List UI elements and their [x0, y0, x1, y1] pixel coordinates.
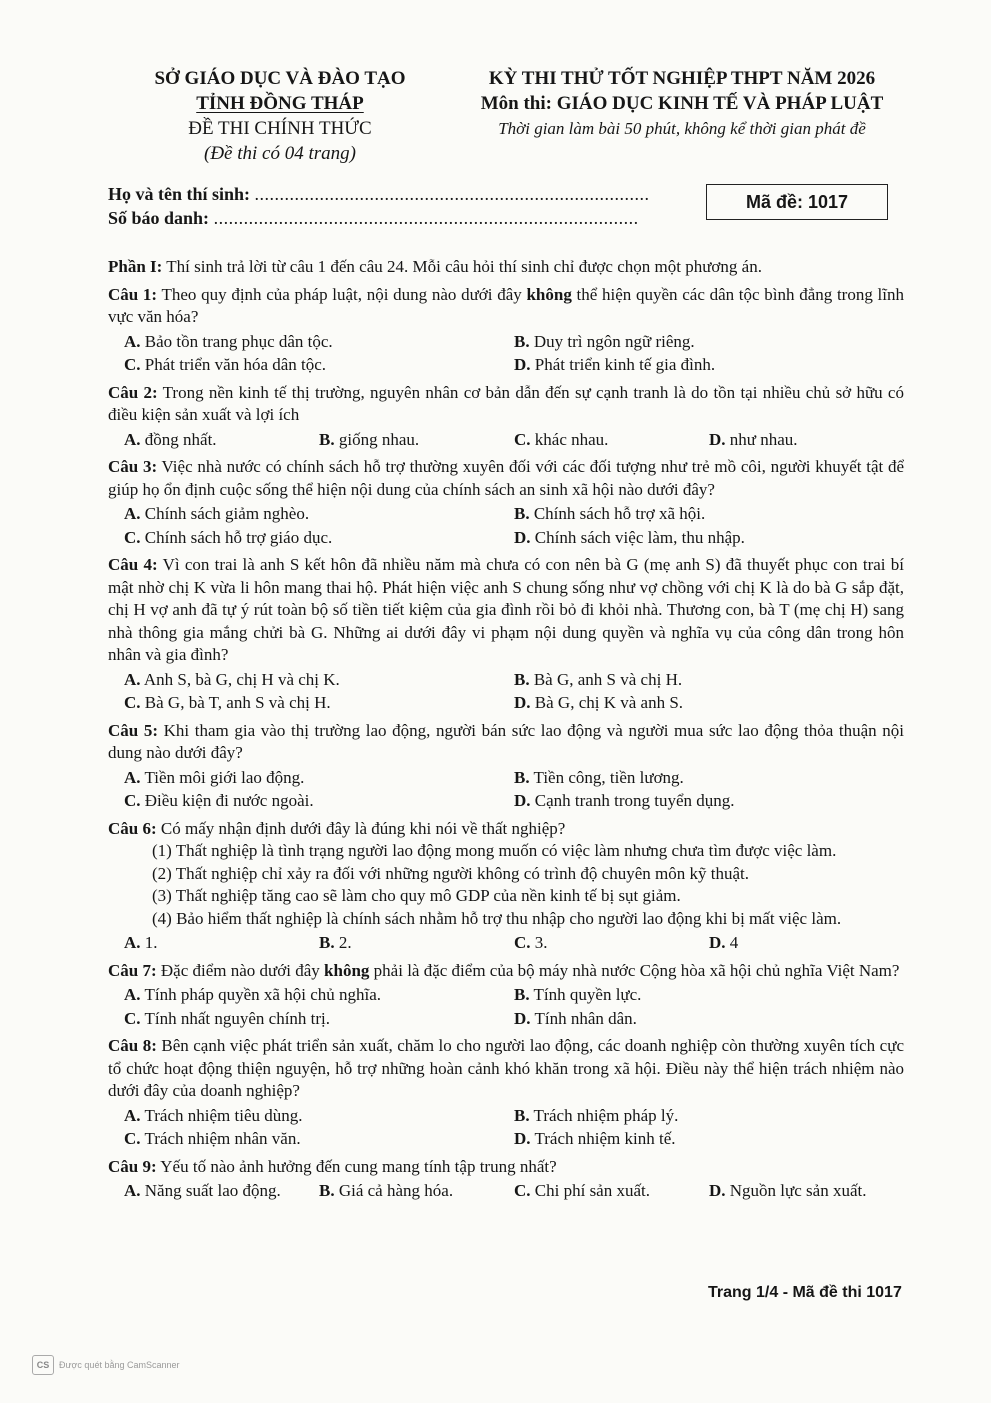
header-exam-info: [462, 66, 902, 141]
question-stem: Có mấy nhận định dưới đây là đúng khi nói về thất nghiệp?: [156, 818, 566, 838]
option-d[interactable]: D. Bà G, chị K và anh S.: [514, 693, 684, 712]
question-label: Câu 4:: [108, 555, 158, 574]
option-c[interactable]: C. khác nhau.: [514, 429, 609, 449]
option-d[interactable]: D. như nhau.: [709, 429, 798, 449]
camscanner-logo-icon: CS: [32, 1355, 54, 1375]
option-b[interactable]: B. Tính quyền lực.: [514, 985, 642, 1004]
answer-options: [108, 429, 904, 452]
question-stem: Bên cạnh việc phát triển sản xuất, chăm lo cho người lao động, các doanh nghiệp còn thường xuyên tích cực tổ chức hoạt động thiện nguyện, hỗ trợ những hoàn cảnh khó khăn trong xã hội. Điều này thể hiện trách nhiệm nào dưới đây của doanh nghiệp?: [108, 1036, 904, 1100]
question-9: [108, 1156, 904, 1203]
question-6: [108, 818, 904, 955]
option-a[interactable]: A. Chính sách giảm nghèo.: [124, 504, 310, 523]
province-name: TỈNH ĐỒNG THÁP: [196, 93, 364, 114]
question-1: [108, 284, 904, 377]
answer-options: [108, 984, 904, 1030]
option-b[interactable]: B. 2.: [319, 933, 352, 952]
option-d[interactable]: D. Trách nhiệm kinh tế.: [514, 1129, 676, 1148]
exam-subject: Môn thi: GIÁO DỤC KINH TẾ VÀ PHÁP LUẬT: [480, 93, 884, 114]
option-b[interactable]: B. giống nhau.: [319, 429, 420, 449]
option-c[interactable]: C. 3.: [514, 933, 548, 952]
question-label: Câu 6:: [108, 818, 157, 838]
option-a[interactable]: A. Tính pháp quyền xã hội chủ nghĩa.: [124, 985, 382, 1004]
answer-options: [108, 767, 904, 813]
option-b[interactable]: B. Duy trì ngôn ngữ riêng.: [514, 331, 695, 351]
scanner-text: Được quét bằng CamScanner: [59, 1360, 180, 1370]
part-label: Phần I:: [108, 257, 163, 276]
question-label: Câu 2:: [108, 382, 158, 402]
question-label: Câu 1:: [108, 284, 158, 304]
question-label: Câu 5:: [108, 720, 159, 740]
option-d[interactable]: D. Cạnh tranh trong tuyển dụng.: [514, 791, 735, 810]
question-stem: Khi tham gia vào thị trường lao động, người bán sức lao động và người mua sức lao động thỏa thuận nội dung nào dưới đây?: [108, 720, 904, 762]
statement-2: (2) Thất nghiệp chỉ xảy ra đối với những người không có trình độ chuyên môn kỹ thuật.: [152, 863, 749, 883]
answer-options: [108, 331, 904, 377]
question-2: [108, 382, 904, 452]
answer-options: [108, 1105, 904, 1151]
question-label: Câu 9:: [108, 1156, 157, 1176]
option-b[interactable]: B. Trách nhiệm pháp lý.: [514, 1105, 679, 1125]
page-count-note: (Đề thi có 04 trang): [204, 143, 356, 164]
option-a[interactable]: A. Năng suất lao động.: [124, 1181, 281, 1200]
question-stem: phải là đặc điểm của bộ máy nhà nước Cộng hòa xã hội chủ nghĩa Việt Nam?: [369, 960, 900, 980]
option-c[interactable]: C. Chính sách hỗ trợ giáo dục.: [124, 527, 333, 547]
question-label: Câu 3:: [108, 457, 158, 476]
question-label: Câu 7:: [108, 960, 157, 980]
candidate-name-label: Họ và tên thí sinh:: [108, 184, 251, 204]
option-c[interactable]: C. Điều kiện đi nước ngoài.: [124, 791, 314, 810]
question-stem: Trong nền kinh tế thị trường, nguyên nhân cơ bản dẫn đến sự cạnh tranh là do tồn tại nhiều chủ sở hữu có điều kiện sản xuất và lợi ích: [108, 382, 904, 424]
official-exam-label: ĐỀ THI CHÍNH THỨC: [188, 118, 372, 139]
option-d[interactable]: D. 4: [709, 933, 739, 952]
option-d[interactable]: D. Phát triển kinh tế gia đình.: [514, 355, 716, 374]
exam-duration: Thời gian làm bài 50 phút, không kể thời gian phát đề: [498, 119, 866, 138]
statement-3: (3) Thất nghiệp tăng cao sẽ làm cho quy mô GDP của nền kinh tế bị sụt giảm.: [152, 886, 681, 905]
answer-options: [108, 669, 904, 715]
option-b[interactable]: B. Tiền công, tiền lương.: [514, 767, 684, 787]
scanner-watermark: [32, 1355, 180, 1375]
option-a[interactable]: A. đồng nhất.: [124, 429, 217, 449]
question-stem: Theo quy định của pháp luật, nội dung nào dưới đây: [157, 284, 527, 304]
option-d[interactable]: D. Chính sách việc làm, thu nhập.: [514, 527, 745, 547]
question-7: [108, 960, 904, 1031]
option-b[interactable]: B. Giá cả hàng hóa.: [319, 1181, 454, 1200]
option-a[interactable]: A. Tiền môi giới lao động.: [124, 767, 305, 787]
question-stem: thể hiện quyền các dân tộc bình đẳng trong lĩnh vực văn hóa?: [108, 284, 904, 326]
question-list: [108, 256, 904, 1203]
question-emphasis: không: [324, 960, 370, 980]
question-stem: Yếu tố nào ảnh hưởng đến cung mang tính tập trung nhất?: [156, 1156, 557, 1176]
option-d[interactable]: D. Tính nhân dân.: [514, 1008, 637, 1028]
question-4: [108, 554, 904, 715]
part-text: Thí sinh trả lời từ câu 1 đến câu 24. Mỗi câu hỏi thí sinh chỉ được chọn một phương án.: [162, 257, 762, 276]
option-c[interactable]: C. Chi phí sản xuất.: [514, 1181, 650, 1200]
header-department: [120, 66, 440, 166]
exam-title: KỲ THI THỬ TỐT NGHIỆP THPT NĂM 2026: [488, 68, 876, 89]
answer-options: [108, 1180, 904, 1203]
statement-1: (1) Thất nghiệp là tình trạng người lao động mong muốn có việc làm nhưng chưa tìm được việc làm.: [152, 841, 837, 860]
question-stem: Vì con trai là anh S kết hôn đã nhiều năm mà chưa có con nên bà G (mẹ anh S) đã thuyết phục con trai bí mật nhờ chị K vừa li hôn mang thai hộ. Phát hiện việc anh S chung sống như vợ chồng với chị K là do bà G sắp đặt, chị H vợ anh đã tự ý rút toàn bộ số tiền tiết kiệm của gia đình rồi bỏ đi khỏi nhà. Thương con, bà T (mẹ chị H) sang nhà thông gia mắng chửi bà G. Những ai dưới đây vi phạm nội dung quyền và nghĩa vụ của công dân trong hôn nhân và gia đình?: [108, 555, 904, 664]
option-c[interactable]: C. Phát triển văn hóa dân tộc.: [124, 355, 327, 374]
answer-options: [108, 503, 904, 549]
candidate-name-line: [108, 184, 650, 205]
option-a[interactable]: A. 1.: [124, 933, 158, 952]
candidate-id-label: Số báo danh:: [108, 208, 210, 228]
statement-4: (4) Bảo hiểm thất nghiệp là chính sách nhằm hỗ trợ thu nhập cho người lao động khi bị mất việc làm.: [152, 908, 842, 928]
question-label: Câu 8:: [108, 1036, 157, 1055]
question-stem: Đặc điểm nào dưới đây: [156, 960, 325, 980]
candidate-id-line: [108, 208, 639, 229]
option-c[interactable]: C. Tính nhất nguyên chính trị.: [124, 1008, 331, 1028]
department-name: SỞ GIÁO DỤC VÀ ĐÀO TẠO: [154, 68, 406, 89]
question-3: [108, 456, 904, 549]
option-a[interactable]: A. Anh S, bà G, chị H và chị K.: [124, 669, 340, 689]
option-c[interactable]: C. Bà G, bà T, anh S và chị H.: [124, 693, 331, 712]
part-instruction: [108, 256, 904, 279]
option-b[interactable]: B. Chính sách hỗ trợ xã hội.: [514, 504, 706, 523]
question-emphasis: không: [526, 284, 572, 304]
option-b[interactable]: B. Bà G, anh S và chị H.: [514, 669, 683, 689]
question-8: [108, 1035, 904, 1151]
question-5: [108, 720, 904, 813]
candidate-id-field[interactable]: .....................................................................................: [213, 208, 639, 228]
option-c[interactable]: C. Trách nhiệm nhân văn.: [124, 1129, 301, 1148]
option-d[interactable]: D. Nguồn lực sản xuất.: [709, 1181, 867, 1200]
question-stem: Việc nhà nước có chính sách hỗ trợ thường xuyên đối với các đối tượng như trẻ mồ côi, người khuyết tật để giúp họ ổn định cuộc sống thể hiện nội dung của chính sách an sinh xã hội nào dưới đây?: [108, 457, 904, 499]
exam-code-box: Mã đề: 1017: [706, 184, 888, 220]
option-a[interactable]: A. Trách nhiệm tiêu dùng.: [124, 1105, 303, 1125]
candidate-name-field[interactable]: ...............................................................................: [254, 184, 650, 204]
answer-options: [108, 932, 904, 955]
option-a[interactable]: A. Bảo tồn trang phục dân tộc.: [124, 331, 333, 351]
page-footer: Trang 1/4 - Mã đề thi 1017: [708, 1284, 902, 1301]
